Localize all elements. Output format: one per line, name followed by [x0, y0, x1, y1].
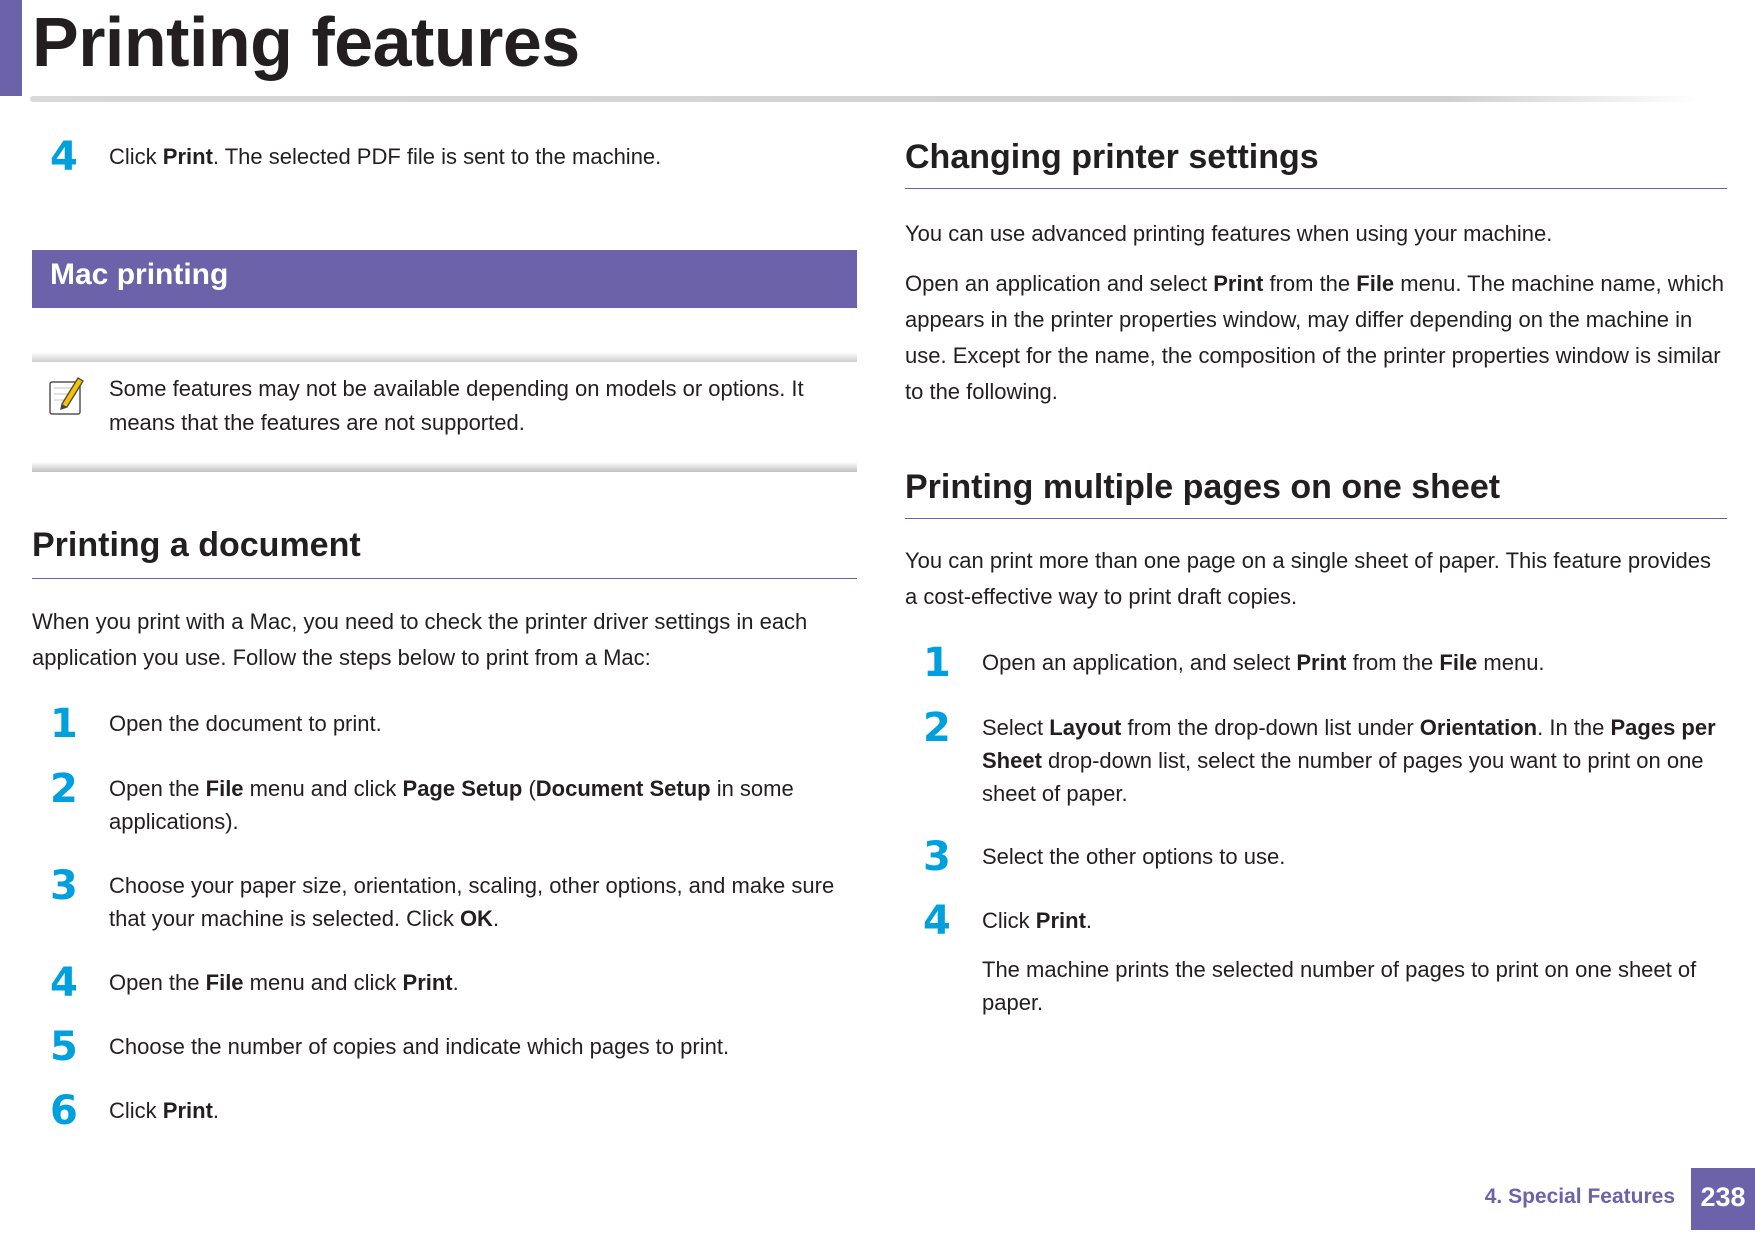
page-number: 238	[1700, 1182, 1746, 1212]
step-text: Open the File menu and click Print.	[109, 970, 459, 995]
step-text: Choose the number of copies and indicate which pages to print.	[109, 1034, 730, 1059]
section-heading: Printing a document	[32, 526, 361, 564]
title-divider	[30, 96, 1700, 102]
section-paragraph: When you print with a Mac, you need to check the printer driver settings in each application you use. Follow the steps below to print from a Mac:	[32, 609, 808, 670]
section-heading: Printing multiple pages on one sheet	[905, 468, 1501, 506]
note-bottom-border	[32, 462, 857, 472]
step-number: 5	[50, 1024, 78, 1070]
section-heading: Changing printer settings	[905, 138, 1319, 176]
step-text: Open an application, and select Print from the File menu.	[982, 650, 1545, 675]
step-number: 4	[923, 898, 951, 944]
step-number: 4	[50, 960, 78, 1006]
step-number: 1	[923, 640, 951, 686]
page-number-box	[1691, 1168, 1755, 1230]
step-text: Click Print.	[982, 908, 1093, 933]
step-number: 4	[50, 134, 78, 180]
note-text: Some features may not be available depending on models or options. It means that the features are not supported.	[109, 376, 804, 435]
step-number: 6	[50, 1088, 78, 1134]
title-accent-bar	[0, 0, 22, 96]
step-text: Click Print. The selected PDF file is sent to the machine.	[109, 144, 662, 169]
step-text: Select the other options to use.	[982, 844, 1286, 869]
heading-rule	[905, 518, 1727, 519]
result-text: The machine prints the selected number of pages to print on one sheet of paper.	[982, 957, 1697, 1015]
step-number: 1	[50, 701, 78, 747]
heading-rule	[32, 578, 857, 579]
step-text: Open the File menu and click Page Setup (Document Setup in some applications).	[109, 776, 794, 834]
banner-title: Mac printing	[50, 258, 229, 291]
chapter-label: 4. Special Features	[1484, 1185, 1675, 1208]
heading-rule	[905, 188, 1727, 189]
step-text: Select Layout from the drop-down list under Orientation. In the Pages per Sheet drop-down list, select the number of pages you want to print on one sheet of paper.	[982, 715, 1716, 806]
step-text: Choose your paper size, orientation, scaling, other options, and make sure that your machine is selected. Click OK.	[109, 873, 835, 931]
section-paragraph: Open an application and select Print from the File menu. The machine name, which appears in the printer properties window, may differ depending on the machine in use. Except for the name, the composition of the printer properties window is similar to the following.	[905, 271, 1724, 404]
note-pencil-icon	[48, 374, 86, 416]
step-text: Open the document to print.	[109, 711, 382, 736]
note-box	[32, 352, 857, 472]
step-number: 3	[50, 863, 78, 909]
step-number: 3	[923, 834, 951, 880]
step-number: 2	[923, 705, 951, 751]
page-title: Printing features	[32, 3, 580, 81]
step-text: Click Print.	[109, 1098, 220, 1123]
note-top-border	[32, 352, 857, 362]
section-banner	[32, 250, 857, 308]
section-paragraph: You can print more than one page on a single sheet of paper. This feature provides a cost-effective way to print draft copies.	[905, 548, 1711, 609]
step-number: 2	[50, 766, 78, 812]
section-paragraph: You can use advanced printing features when using your machine.	[905, 221, 1553, 246]
